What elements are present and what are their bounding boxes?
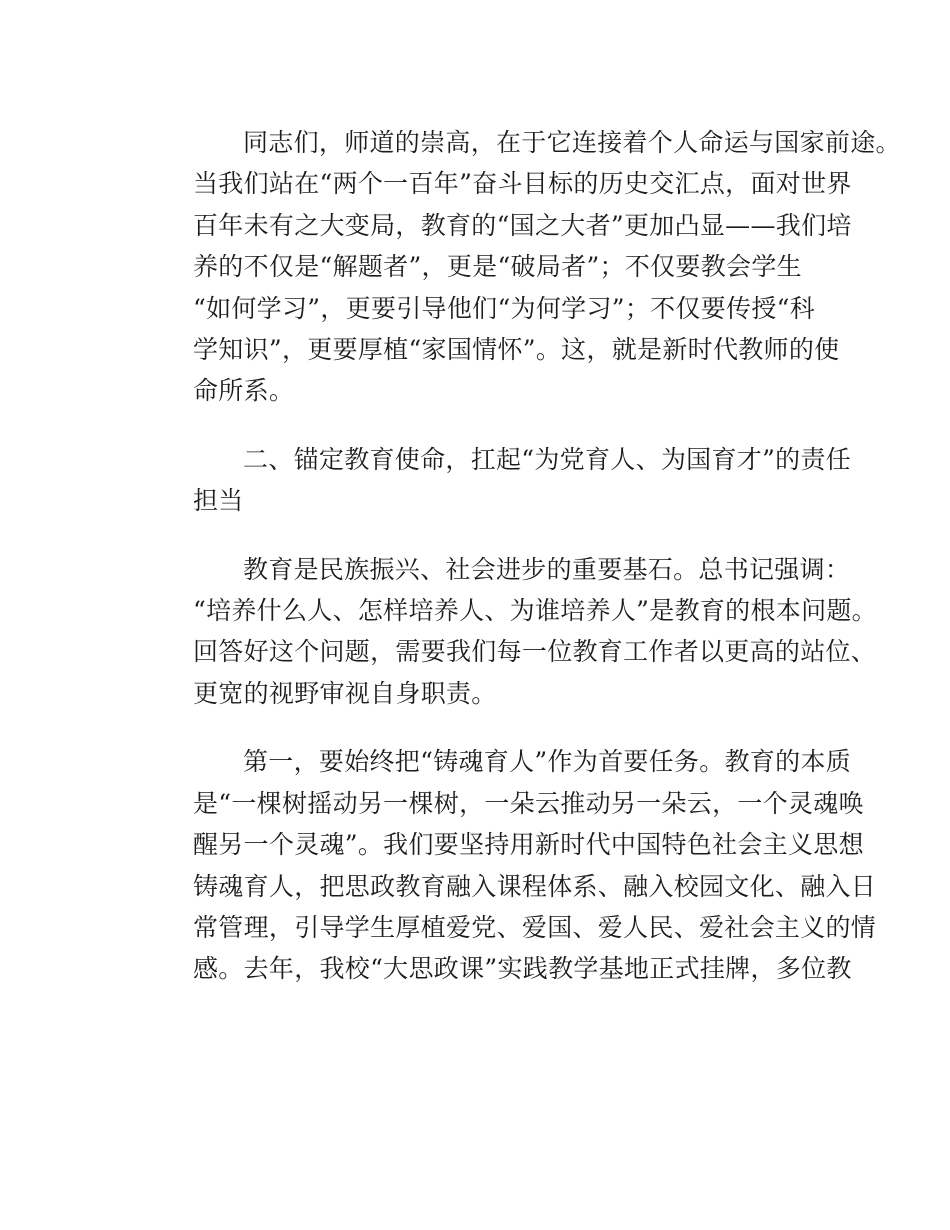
heading-line: 二、锚定教育使命，扛起“为党育人、为国育才”的责任 [243,444,852,474]
text-line: 当我们站在“两个一百年”奋斗目标的历史交汇点，面对世界 [193,169,852,199]
paragraph-education-foundation [143,549,877,715]
text-line: 教育是民族振兴、社会进步的重要基石。总书记强调： [243,554,851,584]
paragraph-teacher-mission [143,122,901,412]
text-line: 第一，要始终把“铸魂育人”作为首要任务。教育的本质 [243,747,852,777]
text-line: 学知识”，更要厚植“家国情怀”。这，就是新时代教师的使 [193,335,840,365]
text-line: 是“一棵树摇动另一棵树，一朵云推动另一朵云，一个灵魂唤 [193,788,864,818]
section-heading-2 [143,439,852,522]
text-line: 更宽的视野审视自身职责。 [193,678,497,708]
text-line: 感。去年，我校“大思政课”实践教学基地正式挂牌，多位教 [193,954,852,984]
text-line: 命所系。 [193,376,295,406]
text-line: “培养什么人、怎样培养人、为谁培养人”是教育的根本问题。 [193,596,877,626]
text-line: 常管理，引导学生厚植爱党、爱国、爱人民、爱社会主义的情 [193,912,877,942]
text-line: 同志们，师道的崇高，在于它连接着个人命运与国家前途。 [243,128,901,157]
text-line: 醒另一个灵魂”。我们要坚持用新时代中国特色社会主义思想 [193,830,864,860]
document-body [143,122,901,990]
text-line: 养的不仅是“解题者”，更是“破局者”；不仅要教会学生 [193,252,802,282]
text-line: 回答好这个问题，需要我们每一位教育工作者以更高的站位、 [193,637,877,667]
text-line: 百年未有之大变局，教育的“国之大者”更加凸显——我们培 [193,210,852,240]
heading-line: 担当 [193,486,244,516]
text-line: 铸魂育人，把思政教育融入课程体系、融入校园文化、融入日 [193,871,877,901]
text-line: “如何学习”，更要引导他们“为何学习”；不仅要传授“科 [193,293,816,323]
paragraph-soul-education [143,741,877,989]
